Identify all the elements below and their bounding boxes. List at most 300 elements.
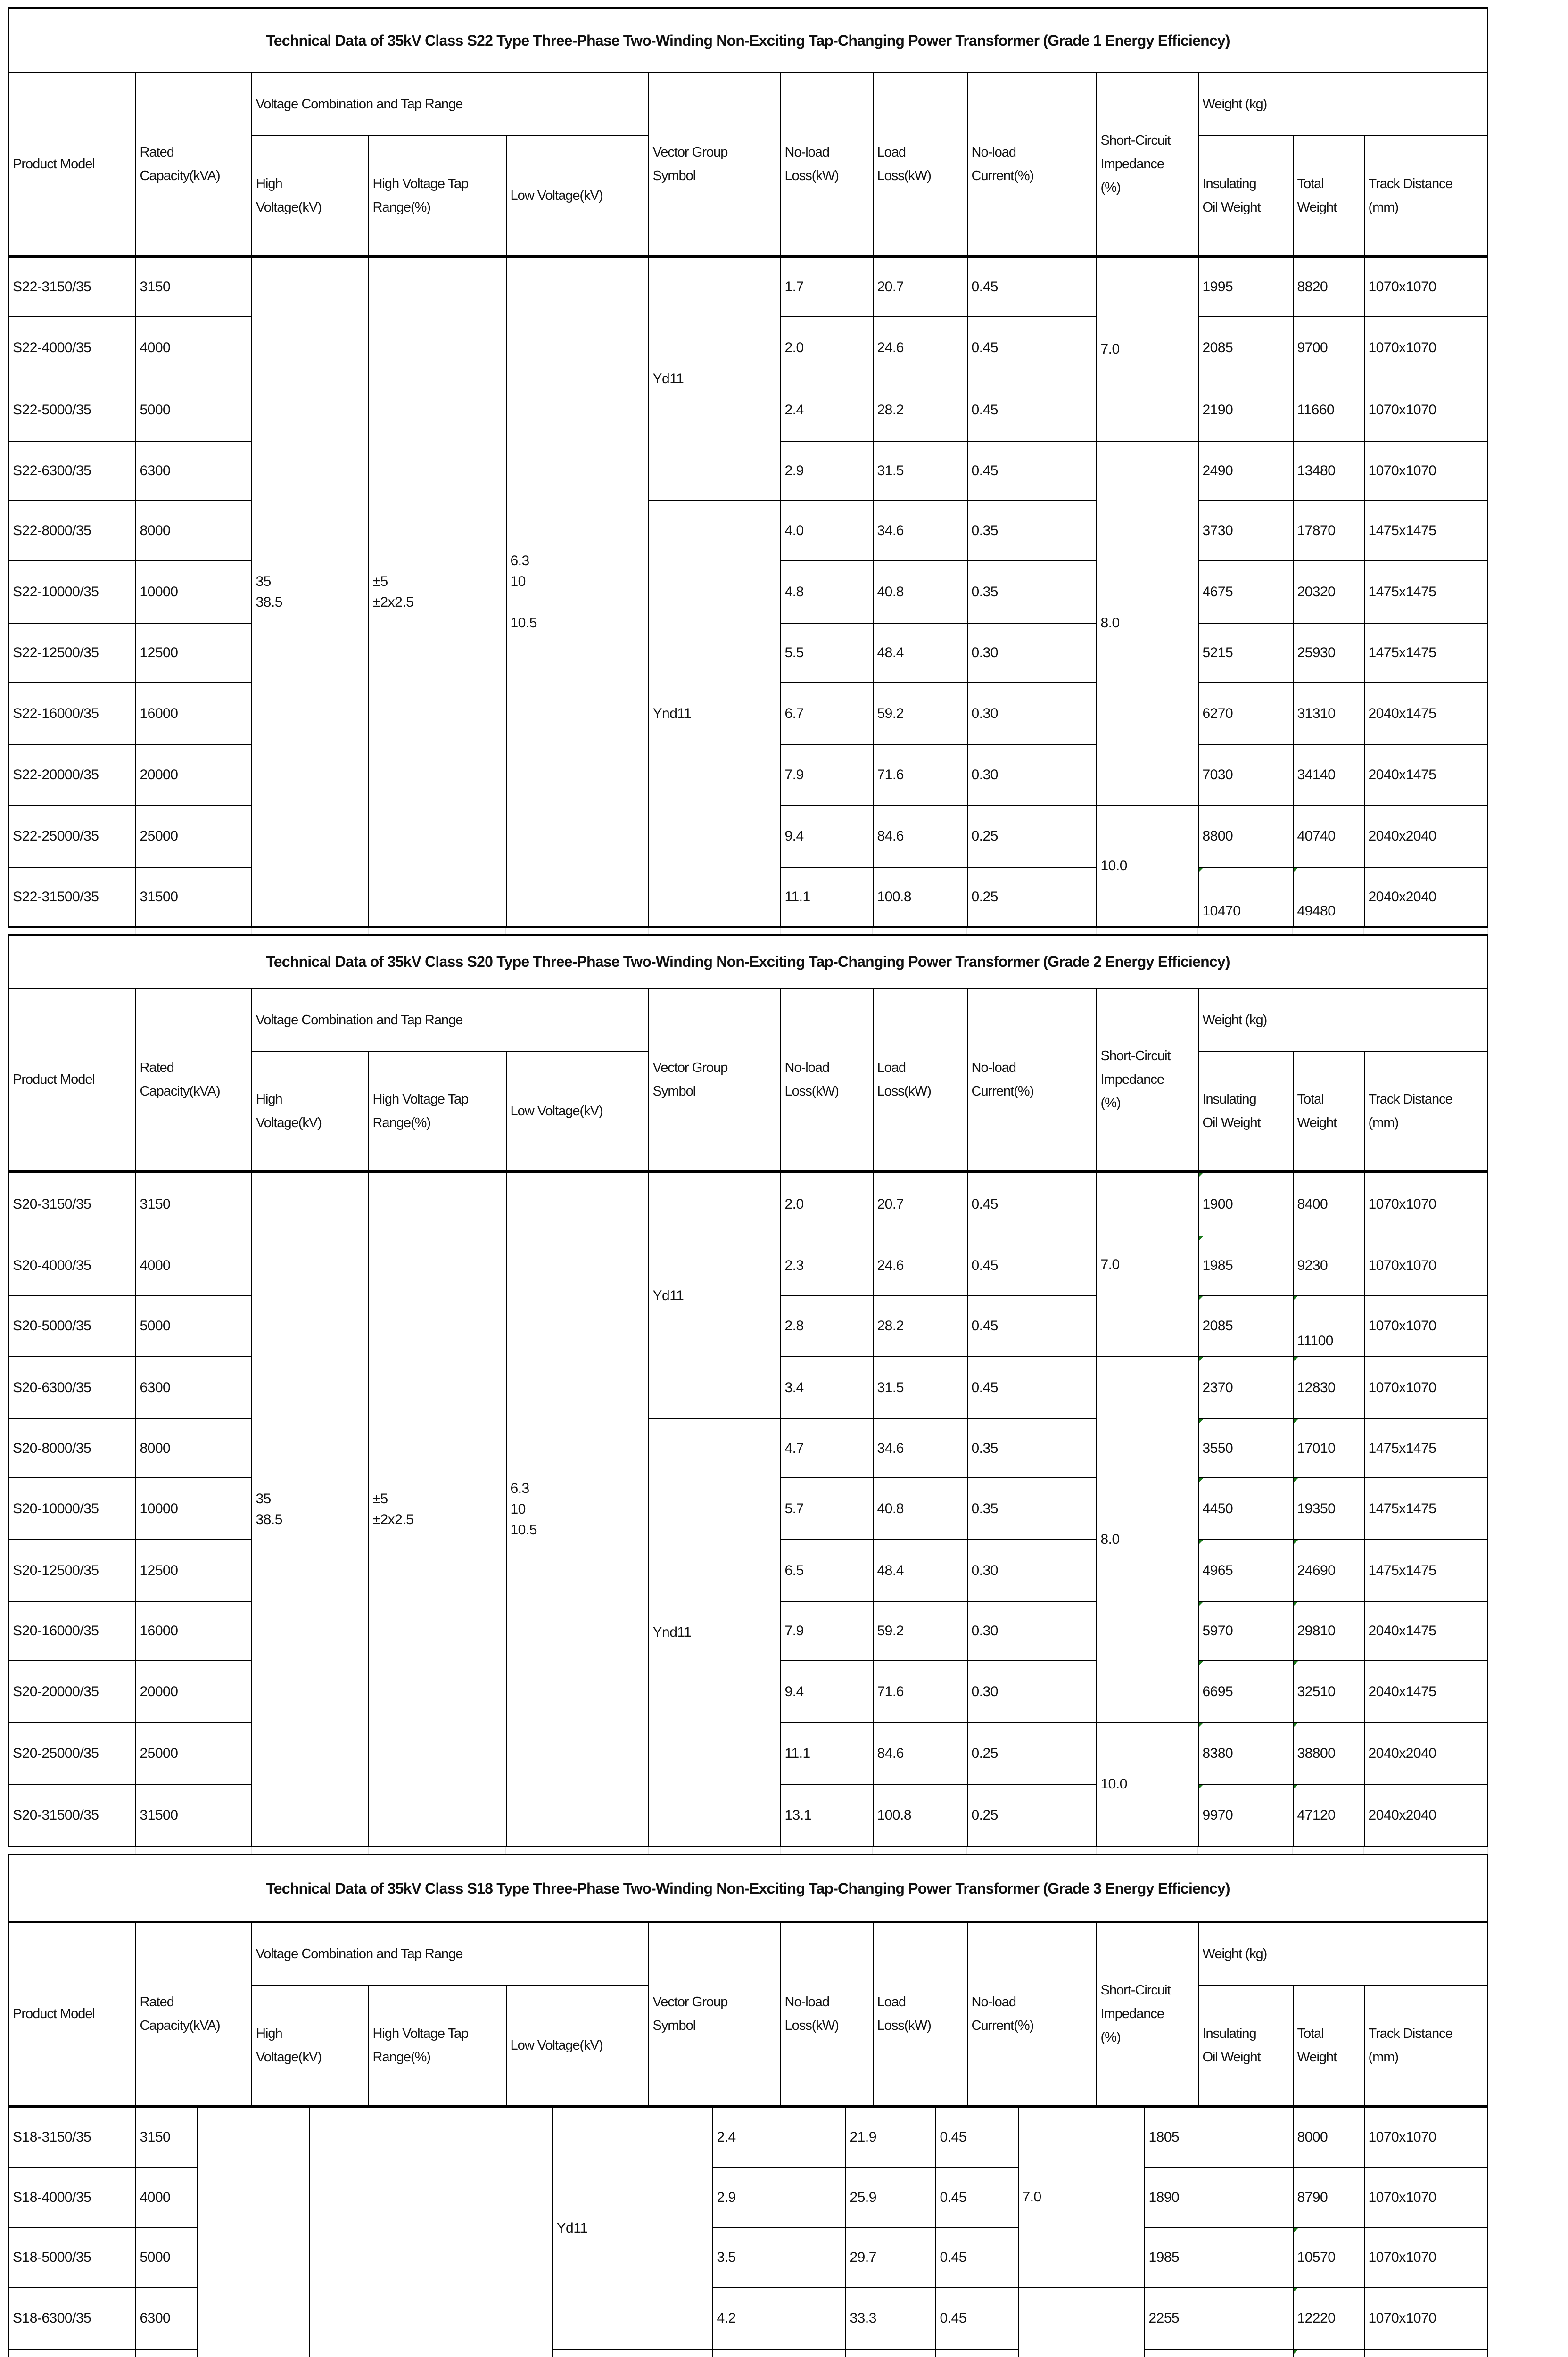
no-load-loss-cell[interactable]: 2.8	[781, 1295, 873, 1357]
rated-capacity-cell[interactable]: 8000	[136, 501, 252, 561]
gap-cell	[780, 928, 873, 934]
track-distance-cell[interactable]: 2040x2040	[1364, 1784, 1488, 1846]
no-load-loss-cell[interactable]: 11.1	[781, 1722, 873, 1784]
table-title[interactable]: Technical Data of 35kV Class S22 Type Three-Phase Two-Winding Non-Exciting Tap-Changing Power Transformer (Grade 1 Energy Efficiency)	[8, 8, 1488, 73]
header-rated-capacity[interactable]: Rated Capacity(kVA)	[136, 989, 252, 1171]
total-weight-cell[interactable]: 31310	[1293, 683, 1364, 745]
oil-weight-cell[interactable]: 1985	[1145, 2228, 1293, 2287]
oil-weight-cell[interactable]: 2490	[1198, 441, 1293, 501]
oil-weight-cell[interactable]: 6695	[1198, 1661, 1293, 1722]
track-distance-cell[interactable]: 1070x1070	[1364, 1172, 1488, 1236]
no-load-current-cell[interactable]: 0.45	[967, 441, 1097, 501]
oil-weight-cell[interactable]: 2085	[1198, 317, 1293, 379]
product-model-cell[interactable]: S18-4000/35	[8, 2167, 136, 2228]
header-track-distance[interactable]: Track Distance (mm)	[1364, 1051, 1488, 1171]
header-oil-weight[interactable]: Insulating Oil Weight	[1198, 1986, 1293, 2106]
track-distance-cell[interactable]: 2040x2040	[1364, 867, 1488, 927]
product-model-cell[interactable]: S20-12500/35	[8, 1540, 136, 1601]
total-weight-cell[interactable]: 17870	[1293, 501, 1364, 561]
load-loss-cell[interactable]: 100.8	[873, 1784, 967, 1846]
product-model-cell[interactable]: S18-5000/35	[8, 2228, 136, 2287]
track-distance-cell[interactable]: 1070x1070	[1364, 1295, 1488, 1357]
no-load-current-cell[interactable]: 0.45	[967, 257, 1097, 317]
rated-capacity-cell[interactable]: 12500	[136, 623, 252, 683]
product-model-cell[interactable]: S20-20000/35	[8, 1661, 136, 1722]
rated-capacity-cell[interactable]: 5000	[136, 379, 252, 441]
no-load-loss-cell[interactable]: 5.7	[781, 1478, 873, 1540]
load-loss-cell[interactable]: 84.6	[873, 1722, 967, 1784]
product-model-cell[interactable]: S20-10000/35	[8, 1478, 136, 1540]
no-load-loss-cell[interactable]: 1.7	[781, 257, 873, 317]
total-weight-cell[interactable]: 24690	[1293, 1540, 1364, 1601]
load-loss-cell[interactable]: 20.7	[873, 1172, 967, 1236]
no-load-loss-cell[interactable]: 2.9	[713, 2167, 846, 2228]
header-load-loss[interactable]: Load Loss(kW)	[873, 73, 967, 256]
product-model-cell[interactable]: S18-6300/35	[8, 2287, 136, 2349]
total-weight-cell[interactable]: 29810	[1293, 1601, 1364, 1661]
no-load-loss-cell[interactable]: 11.1	[781, 867, 873, 927]
header-rated-capacity[interactable]: Rated Capacity(kVA)	[136, 73, 252, 256]
rated-capacity-cell[interactable]: 16000	[136, 683, 252, 745]
vector-group-cell[interactable]: Ynd11	[649, 501, 781, 927]
track-distance-cell[interactable]: 1070x1070	[1364, 1236, 1488, 1295]
track-distance-cell[interactable]: 1475x1475	[1364, 561, 1488, 623]
no-load-current-cell[interactable]: 0.30	[967, 1601, 1097, 1661]
total-weight-cell[interactable]: 25930	[1293, 623, 1364, 683]
track-distance-cell[interactable]: 2040x1475	[1364, 1601, 1488, 1661]
header-product-model[interactable]: Product Model	[8, 1922, 136, 2106]
oil-weight-cell[interactable]: 4965	[1198, 1540, 1293, 1601]
oil-weight-cell[interactable]: 1890	[1145, 2167, 1293, 2228]
product-model-cell[interactable]: S20-25000/35	[8, 1722, 136, 1784]
header-no-load-loss[interactable]: No-load Loss(kW)	[781, 1922, 873, 2106]
track-distance-cell[interactable]: 1070x1070	[1364, 2228, 1488, 2287]
load-loss-cell[interactable]: 28.2	[873, 379, 967, 441]
no-load-current-cell[interactable]: 0.30	[967, 745, 1097, 805]
total-weight-cell[interactable]	[1293, 2349, 1364, 2357]
header-short-circuit-impedance[interactable]: Short-Circuit Impedance (%)	[1097, 989, 1198, 1171]
track-distance-cell[interactable]	[1364, 2349, 1488, 2357]
no-load-current-cell[interactable]: 0.45	[936, 2228, 1018, 2287]
track-distance-cell[interactable]: 1070x1070	[1364, 2167, 1488, 2228]
no-load-current-cell[interactable]: 0.45	[967, 379, 1097, 441]
gap-cell	[368, 928, 506, 934]
product-model-cell[interactable]: S22-6300/35	[8, 441, 136, 501]
load-loss-cell[interactable]	[846, 2349, 936, 2357]
header-voltage-combination[interactable]: Voltage Combination and Tap Range	[252, 1922, 649, 1986]
no-load-current-cell[interactable]: 0.30	[967, 1540, 1097, 1601]
rated-capacity-cell[interactable]: 10000	[136, 561, 252, 623]
hv-tap-range-cell[interactable]	[309, 2107, 462, 2357]
header-total-weight[interactable]: Total Weight	[1293, 1986, 1364, 2106]
oil-weight-cell[interactable]: 9970	[1198, 1784, 1293, 1846]
total-weight-cell[interactable]: 17010	[1293, 1419, 1364, 1478]
oil-weight-cell[interactable]: 1900	[1198, 1172, 1293, 1236]
total-weight-cell[interactable]: 11100	[1293, 1295, 1364, 1357]
rated-capacity-cell[interactable]: 4000	[136, 317, 252, 379]
header-no-load-current[interactable]: No-load Current(%)	[967, 1922, 1097, 2106]
header-load-loss[interactable]: Load Loss(kW)	[873, 1922, 967, 2106]
rated-capacity-cell[interactable]: 3150	[136, 1172, 252, 1236]
header-rated-capacity[interactable]: Rated Capacity(kVA)	[136, 1922, 252, 2106]
no-load-current-cell[interactable]: 0.45	[967, 1295, 1097, 1357]
no-load-current-cell[interactable]: 0.45	[967, 1357, 1097, 1419]
track-distance-cell[interactable]: 1475x1475	[1364, 501, 1488, 561]
no-load-loss-cell[interactable]: 2.0	[781, 1172, 873, 1236]
header-load-loss[interactable]: Load Loss(kW)	[873, 989, 967, 1171]
no-load-current-cell[interactable]: 0.45	[967, 317, 1097, 379]
vector-group-cell[interactable]: Ynd11	[649, 1419, 781, 1846]
no-load-current-cell[interactable]: 0.45	[936, 2287, 1018, 2349]
rated-capacity-cell[interactable]: 8000	[136, 1419, 252, 1478]
header-oil-weight[interactable]: Insulating Oil Weight	[1198, 136, 1293, 256]
rated-capacity-cell[interactable]	[136, 2349, 198, 2357]
oil-weight-cell[interactable]: 5970	[1198, 1601, 1293, 1661]
header-no-load-current[interactable]: No-load Current(%)	[967, 989, 1097, 1171]
gap-cell	[1364, 1847, 1487, 1854]
no-load-loss-cell[interactable]: 9.4	[781, 1661, 873, 1722]
spec-table-s20	[8, 934, 1487, 1847]
product-model-cell[interactable]: S20-3150/35	[8, 1172, 136, 1236]
total-weight-cell[interactable]: 9700	[1293, 317, 1364, 379]
header-track-distance[interactable]: Track Distance (mm)	[1364, 1986, 1488, 2106]
track-distance-cell[interactable]: 2040x2040	[1364, 805, 1488, 867]
rated-capacity-cell[interactable]: 31500	[136, 867, 252, 927]
product-model-cell[interactable]: S22-8000/35	[8, 501, 136, 561]
track-distance-cell[interactable]: 2040x1475	[1364, 683, 1488, 745]
no-load-current-cell[interactable]: 0.45	[936, 2167, 1018, 2228]
oil-weight-cell[interactable]: 7030	[1198, 745, 1293, 805]
rated-capacity-cell[interactable]: 3150	[136, 2107, 198, 2167]
product-model-cell[interactable]: S20-4000/35	[8, 1236, 136, 1295]
vector-group-cell[interactable]	[553, 2349, 713, 2357]
load-loss-cell[interactable]: 40.8	[873, 561, 967, 623]
header-low-voltage[interactable]: Low Voltage(kV)	[506, 136, 649, 256]
no-load-loss-cell[interactable]: 9.4	[781, 805, 873, 867]
no-load-loss-cell[interactable]: 7.9	[781, 745, 873, 805]
load-loss-cell[interactable]: 24.6	[873, 317, 967, 379]
total-weight-cell[interactable]: 49480	[1293, 867, 1364, 927]
impedance-cell[interactable]: 7.0	[1018, 2107, 1145, 2287]
product-model-cell[interactable]: S22-31500/35	[8, 867, 136, 927]
no-load-loss-cell[interactable]: 2.9	[781, 441, 873, 501]
total-weight-cell[interactable]: 8000	[1293, 2107, 1364, 2167]
oil-weight-cell[interactable]: 8800	[1198, 805, 1293, 867]
header-weight[interactable]: Weight (kg)	[1198, 989, 1488, 1052]
total-weight-cell[interactable]: 8400	[1293, 1172, 1364, 1236]
rated-capacity-cell[interactable]: 25000	[136, 1722, 252, 1784]
track-distance-cell[interactable]: 2040x1475	[1364, 745, 1488, 805]
header-hv-tap-range[interactable]: High Voltage Tap Range(%)	[369, 1051, 506, 1171]
rated-capacity-cell[interactable]: 6300	[136, 2287, 198, 2349]
header-high-voltage[interactable]: High Voltage(kV)	[252, 1986, 369, 2106]
load-loss-cell[interactable]: 20.7	[873, 257, 967, 317]
oil-weight-cell[interactable]: 1985	[1198, 1236, 1293, 1295]
no-load-loss-cell[interactable]: 7.9	[781, 1601, 873, 1661]
total-weight-cell[interactable]: 19350	[1293, 1478, 1364, 1540]
load-loss-cell[interactable]: 59.2	[873, 1601, 967, 1661]
product-model-cell[interactable]: S20-16000/35	[8, 1601, 136, 1661]
header-low-voltage[interactable]: Low Voltage(kV)	[506, 1051, 649, 1171]
oil-weight-cell[interactable]: 8380	[1198, 1722, 1293, 1784]
header-hv-tap-range[interactable]: High Voltage Tap Range(%)	[369, 136, 506, 256]
total-weight-cell[interactable]: 8820	[1293, 257, 1364, 317]
oil-weight-cell[interactable]: 1995	[1198, 257, 1293, 317]
no-load-loss-cell[interactable]: 13.1	[781, 1784, 873, 1846]
no-load-current-cell[interactable]: 0.25	[967, 867, 1097, 927]
gap-cell	[967, 928, 1096, 934]
oil-weight-cell[interactable]: 2190	[1198, 379, 1293, 441]
header-no-load-loss[interactable]: No-load Loss(kW)	[781, 73, 873, 256]
track-distance-cell[interactable]: 1070x1070	[1364, 441, 1488, 501]
track-distance-cell[interactable]: 1070x1070	[1364, 379, 1488, 441]
load-loss-cell[interactable]: 33.3	[846, 2287, 936, 2349]
total-weight-cell[interactable]: 47120	[1293, 1784, 1364, 1846]
rated-capacity-cell[interactable]: 3150	[136, 257, 252, 317]
impedance-cell[interactable]: 10.0	[1097, 805, 1198, 927]
product-model-cell[interactable]: S20-31500/35	[8, 1784, 136, 1846]
header-oil-weight[interactable]: Insulating Oil Weight	[1198, 1051, 1293, 1171]
no-load-current-cell[interactable]: 0.35	[967, 561, 1097, 623]
rated-capacity-cell[interactable]: 16000	[136, 1601, 252, 1661]
header-no-load-loss[interactable]: No-load Loss(kW)	[781, 989, 873, 1171]
header-track-distance[interactable]: Track Distance (mm)	[1364, 136, 1488, 256]
no-load-current-cell[interactable]: 0.45	[967, 1236, 1097, 1295]
no-load-current-cell[interactable]: 0.25	[967, 805, 1097, 867]
no-load-loss-cell[interactable]: 4.0	[781, 501, 873, 561]
product-model-cell[interactable]: S18-3150/35	[8, 2107, 136, 2167]
total-weight-cell[interactable]: 12220	[1293, 2287, 1364, 2349]
header-high-voltage[interactable]: High Voltage(kV)	[252, 136, 369, 256]
impedance-cell[interactable]: 8.0	[1097, 1357, 1198, 1722]
track-distance-cell[interactable]: 1475x1475	[1364, 1419, 1488, 1478]
load-loss-cell[interactable]: 48.4	[873, 1540, 967, 1601]
oil-weight-cell[interactable]: 3550	[1198, 1419, 1293, 1478]
load-loss-cell[interactable]: 28.2	[873, 1295, 967, 1357]
oil-weight-cell[interactable]	[1145, 2349, 1293, 2357]
hv-tap-range-cell[interactable]: ±5 ±2x2.5	[369, 1172, 506, 1846]
header-vector-group[interactable]: Vector Group Symbol	[649, 73, 781, 256]
load-loss-cell[interactable]: 48.4	[873, 623, 967, 683]
no-load-loss-cell[interactable]: 3.4	[781, 1357, 873, 1419]
product-model-cell[interactable]: S22-25000/35	[8, 805, 136, 867]
load-loss-cell[interactable]: 71.6	[873, 1661, 967, 1722]
no-load-loss-cell[interactable]: 3.5	[713, 2228, 846, 2287]
header-vector-group[interactable]: Vector Group Symbol	[649, 1922, 781, 2106]
low-voltage-cell[interactable]: 6.3 10 10.5	[506, 1172, 649, 1846]
total-weight-cell[interactable]: 32510	[1293, 1661, 1364, 1722]
load-loss-cell[interactable]: 84.6	[873, 805, 967, 867]
oil-weight-cell[interactable]: 4675	[1198, 561, 1293, 623]
rated-capacity-cell[interactable]: 31500	[136, 1784, 252, 1846]
spec-table-body	[8, 257, 1488, 928]
load-loss-cell[interactable]: 40.8	[873, 1478, 967, 1540]
impedance-cell[interactable]: 7.0	[1097, 1172, 1198, 1357]
spreadsheet	[8, 7, 1487, 2357]
header-voltage-combination[interactable]: Voltage Combination and Tap Range	[252, 989, 649, 1052]
no-load-current-cell[interactable]: 0.30	[967, 1661, 1097, 1722]
rated-capacity-cell[interactable]: 20000	[136, 1661, 252, 1722]
track-distance-cell[interactable]: 1475x1475	[1364, 1540, 1488, 1601]
impedance-cell[interactable]: 10.0	[1097, 1722, 1198, 1846]
oil-weight-cell[interactable]: 2255	[1145, 2287, 1293, 2349]
load-loss-cell[interactable]: 34.6	[873, 1419, 967, 1478]
total-weight-cell[interactable]: 12830	[1293, 1357, 1364, 1419]
load-loss-cell[interactable]: 71.6	[873, 745, 967, 805]
rated-capacity-cell[interactable]: 5000	[136, 2228, 198, 2287]
product-model-cell[interactable]: S22-3150/35	[8, 257, 136, 317]
vector-group-cell[interactable]: Yd11	[553, 2107, 713, 2349]
total-weight-cell[interactable]: 38800	[1293, 1722, 1364, 1784]
no-load-loss-cell[interactable]: 6.5	[781, 1540, 873, 1601]
header-hv-tap-range[interactable]: High Voltage Tap Range(%)	[369, 1986, 506, 2106]
gap-cell	[1096, 928, 1198, 934]
load-loss-cell[interactable]: 31.5	[873, 441, 967, 501]
rated-capacity-cell[interactable]: 20000	[136, 745, 252, 805]
no-load-current-cell[interactable]	[936, 2349, 1018, 2357]
product-model-cell[interactable]: S22-4000/35	[8, 317, 136, 379]
header-vector-group[interactable]: Vector Group Symbol	[649, 989, 781, 1171]
hv-tap-range-cell[interactable]: ±5 ±2x2.5	[369, 257, 506, 927]
impedance-cell[interactable]	[1018, 2287, 1145, 2357]
vector-group-cell[interactable]: Yd11	[649, 257, 781, 501]
header-weight[interactable]: Weight (kg)	[1198, 73, 1488, 136]
no-load-current-cell[interactable]: 0.30	[967, 623, 1097, 683]
rated-capacity-cell[interactable]: 12500	[136, 1540, 252, 1601]
sheet-gap-row	[8, 928, 1488, 934]
no-load-current-cell[interactable]: 0.30	[967, 683, 1097, 745]
header-short-circuit-impedance[interactable]: Short-Circuit Impedance (%)	[1097, 1922, 1198, 2106]
no-load-loss-cell[interactable]: 4.8	[781, 561, 873, 623]
total-weight-cell[interactable]: 34140	[1293, 745, 1364, 805]
load-loss-cell[interactable]: 100.8	[873, 867, 967, 927]
oil-weight-cell[interactable]: 2370	[1198, 1357, 1293, 1419]
load-loss-cell[interactable]: 29.7	[846, 2228, 936, 2287]
total-weight-cell[interactable]: 9230	[1293, 1236, 1364, 1295]
track-distance-cell[interactable]: 1070x1070	[1364, 257, 1488, 317]
total-weight-cell[interactable]: 40740	[1293, 805, 1364, 867]
total-weight-cell[interactable]: 20320	[1293, 561, 1364, 623]
product-model-cell[interactable]: S22-10000/35	[8, 561, 136, 623]
header-short-circuit-impedance[interactable]: Short-Circuit Impedance (%)	[1097, 73, 1198, 256]
load-loss-cell[interactable]: 25.9	[846, 2167, 936, 2228]
no-load-loss-cell[interactable]: 4.2	[713, 2287, 846, 2349]
oil-weight-cell[interactable]: 4450	[1198, 1478, 1293, 1540]
load-loss-cell[interactable]: 59.2	[873, 683, 967, 745]
impedance-cell[interactable]: 7.0	[1097, 257, 1198, 441]
total-weight-cell[interactable]: 8790	[1293, 2167, 1364, 2228]
oil-weight-cell[interactable]: 1805	[1145, 2107, 1293, 2167]
table-title[interactable]: Technical Data of 35kV Class S20 Type Three-Phase Two-Winding Non-Exciting Tap-Changing Power Transformer (Grade 2 Energy Efficiency)	[8, 935, 1488, 989]
no-load-loss-cell[interactable]	[713, 2349, 846, 2357]
rated-capacity-cell[interactable]: 6300	[136, 1357, 252, 1419]
vector-group-cell[interactable]: Yd11	[649, 1172, 781, 1419]
load-loss-cell[interactable]: 34.6	[873, 501, 967, 561]
oil-weight-cell[interactable]: 10470	[1198, 867, 1293, 927]
oil-weight-cell[interactable]: 2085	[1198, 1295, 1293, 1357]
product-model-cell[interactable]: S22-20000/35	[8, 745, 136, 805]
no-load-loss-cell[interactable]: 6.7	[781, 683, 873, 745]
no-load-current-cell[interactable]: 0.35	[967, 1419, 1097, 1478]
oil-weight-cell[interactable]: 6270	[1198, 683, 1293, 745]
header-high-voltage[interactable]: High Voltage(kV)	[252, 1051, 369, 1171]
total-weight-cell[interactable]: 11660	[1293, 379, 1364, 441]
gap-cell	[780, 1847, 873, 1854]
header-product-model[interactable]: Product Model	[8, 989, 136, 1171]
header-total-weight[interactable]: Total Weight	[1293, 136, 1364, 256]
impedance-cell[interactable]: 8.0	[1097, 441, 1198, 805]
product-model-cell[interactable]: S20-8000/35	[8, 1419, 136, 1478]
track-distance-cell[interactable]: 1070x1070	[1364, 2287, 1488, 2349]
track-distance-cell[interactable]: 1070x1070	[1364, 2107, 1488, 2167]
header-voltage-combination[interactable]: Voltage Combination and Tap Range	[252, 73, 649, 136]
oil-weight-cell[interactable]: 3730	[1198, 501, 1293, 561]
header-product-model[interactable]: Product Model	[8, 73, 136, 256]
rated-capacity-cell[interactable]: 25000	[136, 805, 252, 867]
load-loss-cell[interactable]: 24.6	[873, 1236, 967, 1295]
low-voltage-cell[interactable]	[462, 2107, 553, 2357]
high-voltage-cell[interactable]	[198, 2107, 309, 2357]
total-weight-cell[interactable]: 10570	[1293, 2228, 1364, 2287]
no-load-current-cell[interactable]: 0.25	[967, 1784, 1097, 1846]
rated-capacity-cell[interactable]: 4000	[136, 2167, 198, 2228]
load-loss-cell[interactable]: 21.9	[846, 2107, 936, 2167]
track-distance-cell[interactable]: 1070x1070	[1364, 1357, 1488, 1419]
gap-cell	[8, 928, 135, 934]
no-load-loss-cell[interactable]: 2.4	[781, 379, 873, 441]
high-voltage-cell[interactable]: 35 38.5	[252, 1172, 369, 1846]
no-load-current-cell[interactable]: 0.35	[967, 501, 1097, 561]
no-load-loss-cell[interactable]: 2.0	[781, 317, 873, 379]
no-load-loss-cell[interactable]: 5.5	[781, 623, 873, 683]
header-no-load-current[interactable]: No-load Current(%)	[967, 73, 1097, 256]
no-load-current-cell[interactable]: 0.25	[967, 1722, 1097, 1784]
header-total-weight[interactable]: Total Weight	[1293, 1051, 1364, 1171]
track-distance-cell[interactable]: 1475x1475	[1364, 623, 1488, 683]
load-loss-cell[interactable]: 31.5	[873, 1357, 967, 1419]
total-weight-cell[interactable]: 13480	[1293, 441, 1364, 501]
product-model-cell[interactable]	[8, 2349, 136, 2357]
rated-capacity-cell[interactable]: 10000	[136, 1478, 252, 1540]
track-distance-cell[interactable]: 2040x1475	[1364, 1661, 1488, 1722]
no-load-loss-cell[interactable]: 2.3	[781, 1236, 873, 1295]
product-model-cell[interactable]: S22-12500/35	[8, 623, 136, 683]
oil-weight-cell[interactable]: 5215	[1198, 623, 1293, 683]
no-load-current-cell[interactable]: 0.45	[936, 2107, 1018, 2167]
header-weight[interactable]: Weight (kg)	[1198, 1922, 1488, 1986]
header-low-voltage[interactable]: Low Voltage(kV)	[506, 1986, 649, 2106]
track-distance-cell[interactable]: 1070x1070	[1364, 317, 1488, 379]
low-voltage-cell[interactable]: 6.3 10 10.5	[506, 257, 649, 927]
product-model-cell[interactable]: S22-5000/35	[8, 379, 136, 441]
rated-capacity-cell[interactable]: 5000	[136, 1295, 252, 1357]
product-model-cell[interactable]: S20-6300/35	[8, 1357, 136, 1419]
rated-capacity-cell[interactable]: 4000	[136, 1236, 252, 1295]
product-model-cell[interactable]: S20-5000/35	[8, 1295, 136, 1357]
track-distance-cell[interactable]: 2040x2040	[1364, 1722, 1488, 1784]
track-distance-cell[interactable]: 1475x1475	[1364, 1478, 1488, 1540]
no-load-current-cell[interactable]: 0.45	[967, 1172, 1097, 1236]
spec-table-s22	[8, 7, 1487, 928]
table-row	[8, 1419, 1488, 1478]
no-load-loss-cell[interactable]: 4.7	[781, 1419, 873, 1478]
no-load-current-cell[interactable]: 0.35	[967, 1478, 1097, 1540]
table-title[interactable]: Technical Data of 35kV Class S18 Type Three-Phase Two-Winding Non-Exciting Tap-Changing Power Transformer (Grade 3 Energy Efficiency)	[8, 1854, 1488, 1922]
no-load-loss-cell[interactable]: 2.4	[713, 2107, 846, 2167]
rated-capacity-cell[interactable]: 6300	[136, 441, 252, 501]
high-voltage-cell[interactable]: 35 38.5	[252, 257, 369, 927]
product-model-cell[interactable]: S22-16000/35	[8, 683, 136, 745]
